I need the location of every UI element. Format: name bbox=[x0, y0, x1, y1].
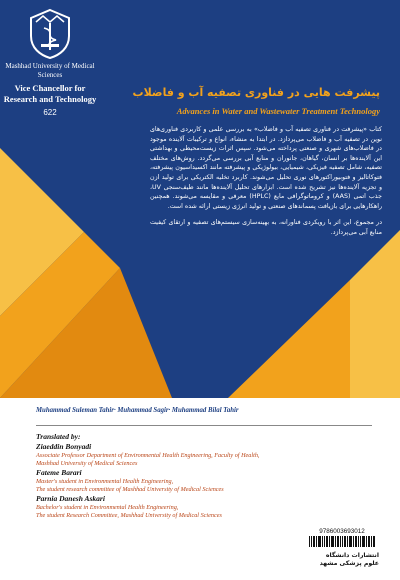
translator-name: Ziaeddin Bonyadi bbox=[36, 442, 92, 451]
description-paragraph: کتاب «پیشرفت در فناوری تصفیه آب و فاضلاب» به بررسی علمی و کاربردی فناوری‌های نوین در تصفیه آب و فاضلاب می‌پردازد. در ابتدا به منشاء، انواع و ترکیبات آلاینده موجود در فاضلاب‌های شهری و صنعتی پرداخته می‌شود. سپس اثرات زیست‌محیطی و بهداشتی این آلاینده‌ها بر انسان، گیاهان، جانوران و منابع آبی بررسی می‌گردد. روش‌های مختلف تصفیه، شامل تصفیه فیزیکی، شیمیایی، بیولوژیکی و پیشرفته مانند اکسیداسیون پیشرفته، فتوکاتالیز و فتوبیوراکتورهای نوری تحلیل می‌شوند. کاربرد تخلیه الکتریکی برای تولید ازن و تجزیه آلاینده‌ها نیز تشریح شده است. ابزارهای تحلیل آلاینده‌ها مانند طیف‌سنجی UV، جذب اتمی (AAS) و کروماتوگرافی مایع (HPLC) معرفی و مقایسه می‌شوند. همچنین راهکارهایی برای بازیافت پسماندهای صنعتی و تولید انرژی زیستی ارائه شده است. bbox=[150, 126, 383, 210]
translators-block bbox=[36, 432, 296, 520]
university-logo-icon bbox=[27, 8, 73, 60]
book-title-english: Advances in Water and Wastewater Treatment Technology bbox=[176, 106, 380, 116]
publisher-line: انتشارات دانشگاه bbox=[325, 552, 379, 559]
barcode-icon bbox=[309, 536, 375, 547]
isbn-number: 9786003693012 bbox=[319, 528, 365, 535]
publisher-line: علوم پزشکی مشهد bbox=[319, 560, 379, 567]
authors-line: Muhammad Suleman Tahir· Muhammad Sagir· Muhammad Bilal Tahir bbox=[36, 407, 239, 414]
book-title-persian: پیشرفت هایی در فناوری تصفیه آب و فاضلاب bbox=[132, 86, 380, 99]
translator-affiliation: Bachelor's student in Environmental Health Engineering, bbox=[36, 504, 179, 511]
translator-name: Parnia Danesh Askari bbox=[36, 494, 105, 503]
translator-affiliation: The student Research Committee, Mashhad University of Medical Sciences bbox=[36, 512, 222, 519]
vice-chancellor-office: Vice Chancellor for Research and Technology bbox=[3, 83, 97, 104]
series-number: 622 bbox=[43, 108, 57, 117]
translator-affiliation: Associate Professor Department of Environmental Health Engineering, Faculty of Health, bbox=[36, 452, 260, 459]
translated-by-heading: Translated by: bbox=[36, 432, 81, 441]
translator-affiliation: Mashhad University of Medical Sciences bbox=[36, 460, 138, 467]
right-triangle-mid bbox=[228, 280, 350, 398]
publisher-name bbox=[309, 552, 379, 568]
translator-affiliation: The student research committee of Mashhad University of Medical Sciences bbox=[36, 486, 224, 493]
translator-affiliation: Master's student in Environmental Health Engineering, bbox=[36, 478, 174, 485]
book-description bbox=[150, 125, 382, 245]
right-triangle-light bbox=[350, 230, 400, 398]
university-name: Mashhad University of Medical Sciences bbox=[5, 62, 95, 79]
translator-name: Fateme Barari bbox=[36, 468, 82, 477]
divider bbox=[36, 425, 372, 426]
isbn-block bbox=[309, 528, 375, 547]
description-paragraph: در مجموع، این اثر با رویکردی فناورانه، به بهینه‌سازی سیستم‌های تصفیه و ارتقای کیفیت منابع آبی می‌پردازد. bbox=[150, 219, 382, 236]
